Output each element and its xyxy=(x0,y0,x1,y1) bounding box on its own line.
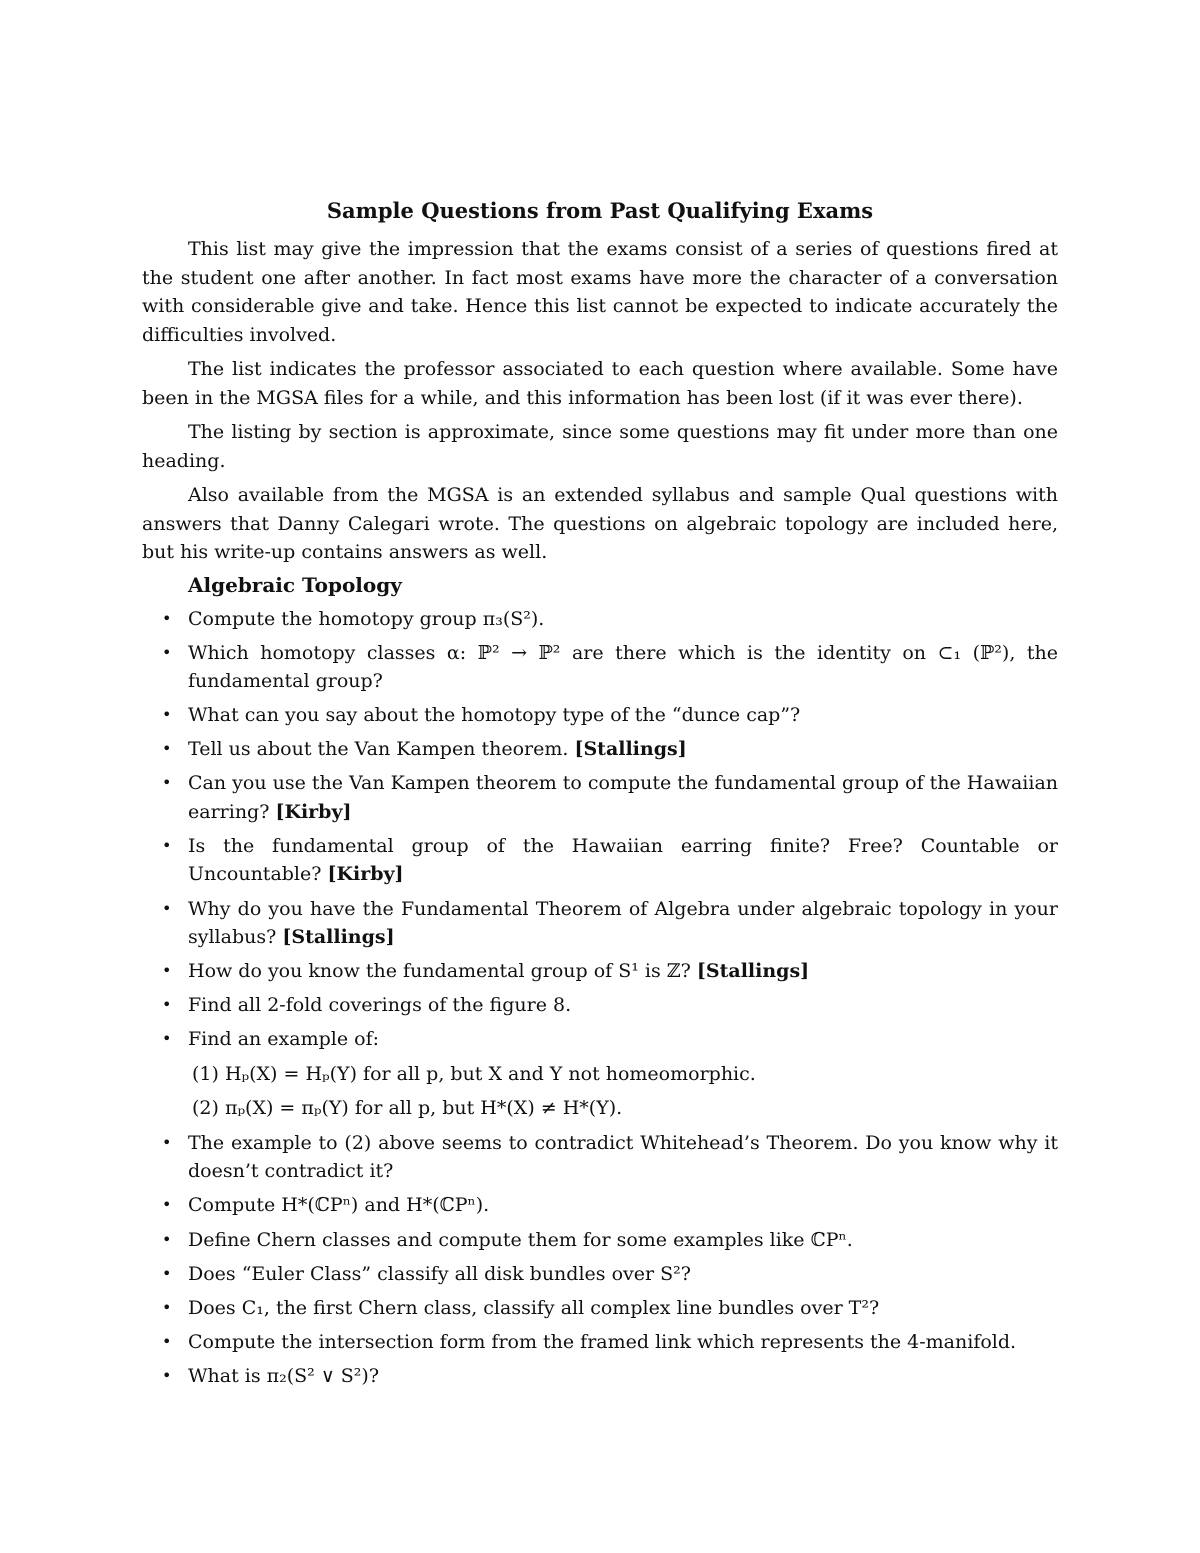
professor-tag: [Kirby] xyxy=(327,863,404,886)
question-text: Compute H*(ℂPⁿ) and H*(ℂPⁿ). xyxy=(188,1194,490,1217)
list-item xyxy=(142,1328,1058,1357)
bullet-icon: • xyxy=(162,961,172,981)
question-text: What is π₂(S² ∨ S²)? xyxy=(188,1364,380,1387)
bullet-icon: • xyxy=(162,898,172,918)
bullet-icon: • xyxy=(162,739,172,759)
bullet-icon: • xyxy=(162,1229,172,1249)
bullet-icon: • xyxy=(162,1195,172,1215)
bullet-icon: • xyxy=(162,1331,172,1351)
section-heading: Algebraic Topology xyxy=(188,572,402,597)
question-text: Can you use the Van Kampen theorem to compute the fundamental group of the Hawaiian earring? xyxy=(188,772,1059,823)
professor-tag: [Stallings] xyxy=(282,926,395,949)
question-text: Define Chern classes and compute them for some examples like ℂPⁿ. xyxy=(188,1228,853,1251)
list-item xyxy=(142,1226,1058,1255)
bullet-icon: • xyxy=(162,835,172,855)
bullet-icon: • xyxy=(162,1365,172,1385)
bullet-icon: • xyxy=(162,642,172,662)
list-item xyxy=(142,639,1058,696)
bullet-icon: • xyxy=(162,995,172,1015)
list-item xyxy=(142,1129,1058,1186)
question-text: Find an example of: xyxy=(188,1028,380,1051)
bullet-icon: • xyxy=(162,773,172,793)
list-item xyxy=(142,701,1058,730)
list-item xyxy=(142,957,1058,986)
sub-item-list xyxy=(188,1060,1058,1123)
question-text: Does “Euler Class” classify all disk bundles over S²? xyxy=(188,1262,691,1285)
list-item xyxy=(142,832,1058,889)
question-text: Tell us about the Van Kampen theorem. xyxy=(188,738,569,761)
question-text: Which homotopy classes α: ℙ² → ℙ² are there which is the identity on ⊂₁ (ℙ²), the fundamental group? xyxy=(188,641,1058,693)
question-text: How do you know the fundamental group of S¹ is ℤ? xyxy=(188,960,691,983)
question-text: What can you say about the homotopy type of the “dunce cap”? xyxy=(188,704,801,727)
bullet-icon: • xyxy=(162,1132,172,1152)
list-item xyxy=(142,735,1058,764)
intro-paragraph-2: The list indicates the professor associated to each question where available. Some have been in the MGSA files for a while, and this information has been lost (if it was ever there). xyxy=(142,358,1058,409)
list-item xyxy=(142,1191,1058,1220)
bullet-icon: • xyxy=(162,608,172,628)
list-item xyxy=(142,895,1058,952)
list-item xyxy=(142,769,1058,826)
bullet-icon: • xyxy=(162,1263,172,1283)
bullet-icon: • xyxy=(162,1297,172,1317)
bullet-icon: • xyxy=(162,1029,172,1049)
list-item xyxy=(142,1294,1058,1323)
sub-item: (2) πₚ(X) = πₚ(Y) for all p, but H*(X) ≠ H*(Y). xyxy=(192,1097,623,1120)
professor-tag: [Stallings] xyxy=(696,960,810,983)
list-item xyxy=(142,1025,1058,1123)
intro-paragraph-4: Also available from the MGSA is an extended syllabus and sample Qual questions with answers that Danny Calegari wrote. The questions on algebraic topology are included here, but his write-up contains answers as well. xyxy=(142,484,1058,563)
intro-paragraph-3: The listing by section is approximate, since some questions may fit under more than one heading. xyxy=(142,421,1058,472)
question-text: Find all 2-fold coverings of the figure 8. xyxy=(188,994,572,1017)
list-item xyxy=(142,1362,1058,1391)
list-item xyxy=(142,991,1058,1020)
professor-tag: [Kirby] xyxy=(275,800,352,823)
question-text: Why do you have the Fundamental Theorem of Algebra under algebraic topology in your syllabus? xyxy=(188,897,1058,949)
professor-tag: [Stallings] xyxy=(574,738,687,761)
list-item xyxy=(142,605,1058,634)
document-title: Sample Questions from Past Qualifying Exams xyxy=(326,198,874,223)
question-list xyxy=(142,605,1058,1391)
question-text: Is the fundamental group of the Hawaiian earring finite? Free? Countable or Uncountable? xyxy=(188,834,1058,886)
document-page xyxy=(142,198,1058,1396)
question-text: Compute the homotopy group π₃(S²). xyxy=(188,607,545,630)
question-text: The example to (2) above seems to contradict Whitehead’s Theorem. Do you know why it doesn’t contradict it? xyxy=(188,1131,1058,1183)
bullet-icon: • xyxy=(162,705,172,725)
list-item xyxy=(142,1260,1058,1289)
sub-item: (1) Hₚ(X) = Hₚ(Y) for all p, but X and Y not homeomorphic. xyxy=(192,1062,756,1085)
question-text: Does C₁, the first Chern class, classify all complex line bundles over T²? xyxy=(188,1296,880,1319)
intro-paragraph-1: This list may give the impression that the exams consist of a series of questions fired at the student one after another. In fact most exams have more the character of a conversation with considerable give and take. Hence this list cannot be expected to indicate accurately the difficulties involved. xyxy=(142,238,1058,346)
question-text: Compute the intersection form from the framed link which represents the 4-manifold. xyxy=(188,1330,1017,1353)
